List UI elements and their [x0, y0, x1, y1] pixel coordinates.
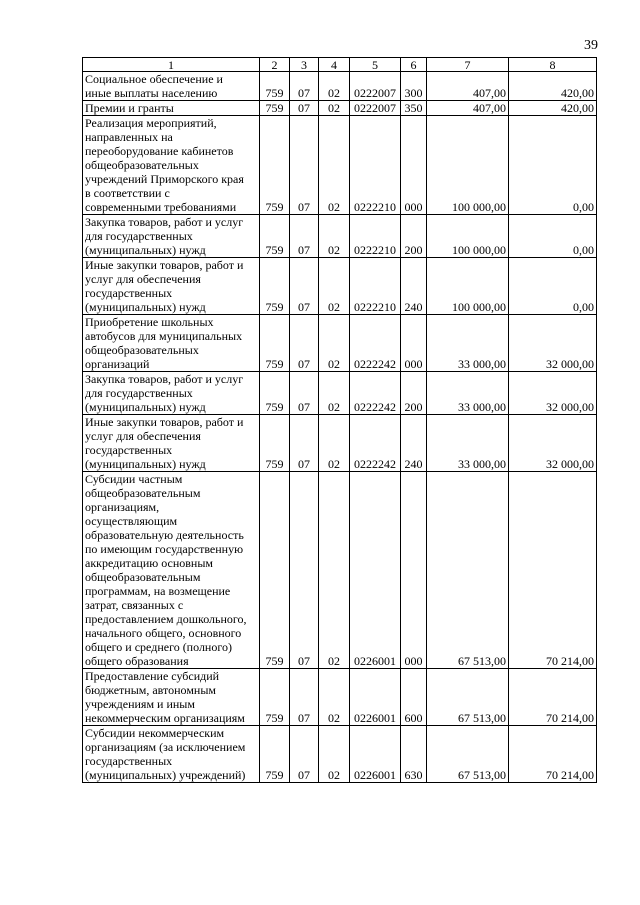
table-row — [83, 116, 597, 215]
column-header: 3 — [290, 58, 319, 72]
expense-type-cell: 350 — [401, 101, 427, 116]
gov-code-cell: 759 — [260, 372, 290, 415]
subsection-cell: 02 — [319, 101, 350, 116]
subsection-cell: 02 — [319, 669, 350, 726]
amount-cell: 420,00 — [509, 72, 597, 101]
section-cell: 07 — [290, 315, 319, 372]
amount-cell: 33 000,00 — [427, 415, 509, 472]
amount-cell: 420,00 — [509, 101, 597, 116]
amount-cell: 100 000,00 — [427, 116, 509, 215]
expense-type-cell: 000 — [401, 116, 427, 215]
table-row — [83, 72, 597, 101]
amount-cell: 33 000,00 — [427, 372, 509, 415]
section-cell: 07 — [290, 215, 319, 258]
column-header: 4 — [319, 58, 350, 72]
amount-cell: 70 214,00 — [509, 669, 597, 726]
amount-cell: 67 513,00 — [427, 472, 509, 669]
gov-code-cell: 759 — [260, 726, 290, 783]
subsection-cell: 02 — [319, 726, 350, 783]
expense-type-cell: 240 — [401, 258, 427, 315]
gov-code-cell: 759 — [260, 258, 290, 315]
amount-cell: 67 513,00 — [427, 726, 509, 783]
column-header: 1 — [83, 58, 260, 72]
subsection-cell: 02 — [319, 258, 350, 315]
amount-cell: 32 000,00 — [509, 315, 597, 372]
row-name-cell: Реализация мероприятий, направленных на переоборудование кабинетов общеобразовательных учреждений Приморского края в соответствии с современными требованиями — [83, 116, 260, 215]
amount-cell: 32 000,00 — [509, 415, 597, 472]
column-header: 6 — [401, 58, 427, 72]
expense-type-cell: 630 — [401, 726, 427, 783]
table-row — [83, 472, 597, 669]
gov-code-cell: 759 — [260, 101, 290, 116]
gov-code-cell: 759 — [260, 215, 290, 258]
target-article-cell: 0222007 — [350, 72, 401, 101]
page-number: 39 — [584, 38, 598, 53]
row-name-cell: Закупка товаров, работ и услуг для государственных (муниципальных) нужд — [83, 372, 260, 415]
table-row — [83, 372, 597, 415]
subsection-cell: 02 — [319, 415, 350, 472]
row-name-cell: Приобретение школьных автобусов для муниципальных общеобразовательных организаций — [83, 315, 260, 372]
row-name-cell: Предоставление субсидий бюджетным, автономным учреждениям и иным некоммерческим организациям — [83, 669, 260, 726]
section-cell: 07 — [290, 415, 319, 472]
section-cell: 07 — [290, 258, 319, 315]
gov-code-cell: 759 — [260, 472, 290, 669]
row-name-cell: Иные закупки товаров, работ и услуг для обеспечения государственных (муниципальных) нужд — [83, 415, 260, 472]
gov-code-cell: 759 — [260, 72, 290, 101]
gov-code-cell: 759 — [260, 415, 290, 472]
amount-cell: 0,00 — [509, 258, 597, 315]
expense-type-cell: 000 — [401, 472, 427, 669]
expense-type-cell: 240 — [401, 415, 427, 472]
row-name-cell: Закупка товаров, работ и услуг для государственных (муниципальных) нужд — [83, 215, 260, 258]
row-name-cell: Премии и гранты — [83, 101, 260, 116]
gov-code-cell: 759 — [260, 116, 290, 215]
expense-type-cell: 200 — [401, 372, 427, 415]
row-name-cell: Иные закупки товаров, работ и услуг для обеспечения государственных (муниципальных) нужд — [83, 258, 260, 315]
amount-cell: 70 214,00 — [509, 726, 597, 783]
subsection-cell: 02 — [319, 315, 350, 372]
table-header-row — [83, 58, 597, 72]
row-name-cell: Социальное обеспечение и иные выплаты населению — [83, 72, 260, 101]
amount-cell: 0,00 — [509, 116, 597, 215]
section-cell: 07 — [290, 101, 319, 116]
target-article-cell: 0222242 — [350, 372, 401, 415]
subsection-cell: 02 — [319, 372, 350, 415]
amount-cell: 32 000,00 — [509, 372, 597, 415]
column-header: 8 — [509, 58, 597, 72]
target-article-cell: 0222210 — [350, 258, 401, 315]
column-header: 7 — [427, 58, 509, 72]
subsection-cell: 02 — [319, 215, 350, 258]
table-row — [83, 315, 597, 372]
row-name-cell: Субсидии некоммерческим организациям (за исключением государственных (муниципальных) учреждений) — [83, 726, 260, 783]
target-article-cell: 0222242 — [350, 315, 401, 372]
amount-cell: 70 214,00 — [509, 472, 597, 669]
gov-code-cell: 759 — [260, 315, 290, 372]
amount-cell: 33 000,00 — [427, 315, 509, 372]
expense-type-cell: 200 — [401, 215, 427, 258]
amount-cell: 407,00 — [427, 101, 509, 116]
target-article-cell: 0222210 — [350, 215, 401, 258]
amount-cell: 100 000,00 — [427, 215, 509, 258]
column-header: 5 — [350, 58, 401, 72]
table-row — [83, 726, 597, 783]
amount-cell: 0,00 — [509, 215, 597, 258]
expense-type-cell: 600 — [401, 669, 427, 726]
amount-cell: 67 513,00 — [427, 669, 509, 726]
subsection-cell: 02 — [319, 472, 350, 669]
table-row — [83, 215, 597, 258]
section-cell: 07 — [290, 472, 319, 669]
amount-cell: 407,00 — [427, 72, 509, 101]
expense-type-cell: 300 — [401, 72, 427, 101]
section-cell: 07 — [290, 726, 319, 783]
target-article-cell: 0222007 — [350, 101, 401, 116]
section-cell: 07 — [290, 116, 319, 215]
section-cell: 07 — [290, 372, 319, 415]
table-row — [83, 101, 597, 116]
table-row — [83, 258, 597, 315]
target-article-cell: 0226001 — [350, 472, 401, 669]
target-article-cell: 0226001 — [350, 669, 401, 726]
column-header: 2 — [260, 58, 290, 72]
gov-code-cell: 759 — [260, 669, 290, 726]
section-cell: 07 — [290, 72, 319, 101]
subsection-cell: 02 — [319, 72, 350, 101]
table-row — [83, 415, 597, 472]
subsection-cell: 02 — [319, 116, 350, 215]
target-article-cell: 0222210 — [350, 116, 401, 215]
budget-table — [82, 57, 597, 783]
row-name-cell: Субсидии частным общеобразовательным организациям, осуществляющим образовательную деятельность по имеющим государственную аккредитацию основным общеобразовательным программам, на возмещение затрат, связанных с предоставлением дошкольного, начального общего, основного общего и среднего (полного) общего образования — [83, 472, 260, 669]
target-article-cell: 0226001 — [350, 726, 401, 783]
expense-type-cell: 000 — [401, 315, 427, 372]
section-cell: 07 — [290, 669, 319, 726]
amount-cell: 100 000,00 — [427, 258, 509, 315]
target-article-cell: 0222242 — [350, 415, 401, 472]
table-row — [83, 669, 597, 726]
